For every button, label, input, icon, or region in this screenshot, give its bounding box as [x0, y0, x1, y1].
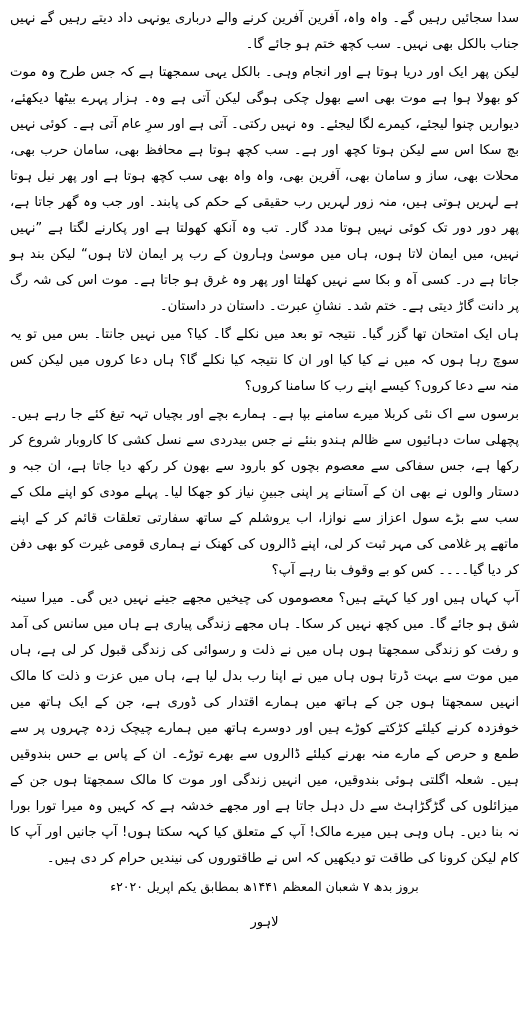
paragraph-1: سدا سجائیں رہیں گے۔ واہ واہ، آفرین آفرین کرنے والے درباری یونہی داد دیتے رہیں گے نہیں جناب بالکل بھی نہیں۔ سب کچھ ختم ہو جائے گا۔ [10, 11, 519, 52]
paragraph-4: برسوں سے اک نئی کربلا میرے سامنے بپا ہے۔ ہمارے بچے اور بچیاں تہہ تیغ کئے جا رہے ہیں۔ پچھلی سات دہائیوں سے ظالم ہندو بنئے نے جس بیدردی سے نسل کشی کا کاروبار شروع کر رکھا ہے، جس سفاکی سے معصوم بچوں کو بارود سے بھون کر رکھ دیا جاتا ہے، ان جبہ و دستار والوں نے بھی ان کے آستانے پر اپنی جبینِ نیاز کو جھکا لیا۔ پہلے مودی کو اپنے ملک کے سب سے بڑے سول اعزاز سے نوازا، اب یروشلم کے ساتھ سفارتی تعلقات قائم کر کے اپنے ماتھے پر غلامی کی مہر ثبت کر لی، اپنے ڈالروں کی کھنک نے ہماری قومی غیرت کو بھی دفن کر دیا گیا۔۔۔۔ کس کو بے وقوف بنا رہے آپ؟ [10, 407, 519, 578]
paragraph-2: لیکن پھر ایک اور دریا ہوتا ہے اور انجام وہی۔ بالکل یہی سمجھتا ہے کہ جس طرح وہ موت کو بھولا ہوا ہے موت بھی اسے بھول چکی ہوگی لیکن آتی ہے وہ۔ ہزار پہرے بیٹھا دیکھئے، دیواریں چنوا لیجئے، کیمرے لگا لیجئے۔ وہ نہیں رکتی۔ آتی ہے اور سرِ عام آتی ہے۔ کوئی نہیں بچ سکا اس سے لیکن ہوتا کچھ اور ہے۔ سب کچھ ہوتا ہے محافظ بھی، سامان حرب بھی، محلات بھی، ساز و سامان بھی، آفرین بھی، واہ واہ بھی سب کچھ ہوتا ہے اور پھر نیل ہوتا ہے لہریں ہوتی ہیں، منہ زور لہریں رب حقیقی کے حکم کی پابند۔ اور جب وہ گھر جاتا ہے، پھر دور دور تک کوئی نہیں ہوتا مدد گار۔ تب وہ آنکھ کھولتا ہے اور پکارنے لگتا ہے ”نہیں نہیں، میں ایمان لاتا ہوں، ہاں میں موسیٰ وہارون کے رب پر ایمان لاتا ہوں“ لیکن بند ہو جاتا ہے در۔ کسی آہ و بکا سے نہیں کھلتا اور پھر وہ غرق ہو جاتا ہے۔ موت اس کی شہ رگ پر دانت گاڑ دیتی ہے۔ ختم شد۔ نشانِ عبرت۔ داستان در داستان۔ [10, 65, 519, 314]
article-dateline: بروز بدھ ۷ شعبان المعظم ۱۴۴۱ھ بمطابق یکم اپریل ۲۰۲۰ء [110, 879, 419, 894]
article-body [10, 6, 519, 872]
paragraph-3: ہاں ایک امتحان تھا گزر گیا۔ نتیجہ تو بعد میں نکلے گا۔ کیا؟ میں نہیں جانتا۔ بس میں تو یہ سوچ رہا ہوں کہ میں نے کیا کیا اور ان کا نتیجہ کیا نکلے گا؟ ہاں دعا کروں میں لیکن کس منہ سے دعا کروں؟ کیسے اپنے رب کا سامنا کروں؟ [10, 327, 519, 394]
article-place: لاہور [250, 915, 279, 930]
paragraph-5: آپ کہاں ہیں اور کیا کہتے ہیں؟ معصوموں کی چیخیں مجھے جینے نہیں دیں گی۔ میرا سینہ شق ہو جائے گا۔ میں کچھ نہیں کر سکا۔ ہاں مجھے زندگی پیاری ہے ہاں میں سانس کی آمد و رفت کو زندگی سمجھتا ہوں ہاں میں نے ذلت و رسوائی کی زندگی قبول کر لی ہے، ہاں میں موت سے بہت ڈرتا ہوں ہاں میں نے اپنا رب بدل لیا ہے، ہاں میں عزت و ذلت کا مالک انہیں سمجھتا ہوں جن کے ہاتھ میں ہمارے اقتدار کی ڈوری ہے، جن کے ایک ہاتھ میں خوفزدہ کرنے کیلئے کڑکتے کوڑے ہیں اور دوسرے ہاتھ میں ہمارے چیچک زدہ چہروں پر سے طمع و حرص کے مارے منہ بھرنے کیلئے ڈالروں سے بھرے توڑے۔ ان کے پاس بے حس بندوقیں ہیں۔ شعلہ اگلتی ہوئی بندوقیں، میں انہیں زندگی اور موت کا مالک سمجھتا ہوں جن کے میزائلوں کی گڑگڑاہٹ سے دل دہل جاتا ہے اور مجھے خدشہ ہے کہ کہیں وہ میرا تورا بورا نہ بنا دیں۔ ہاں وہی ہیں میرے مالک! آپ کے متعلق کیا کہہ سکتا ہوں! آپ جانیں اور آپ کا کام لیکن کرونا کی طاقت تو دیکھیں کہ اس نے طاقتوروں کی نیندیں حرام کر دی ہیں۔ [10, 591, 519, 866]
